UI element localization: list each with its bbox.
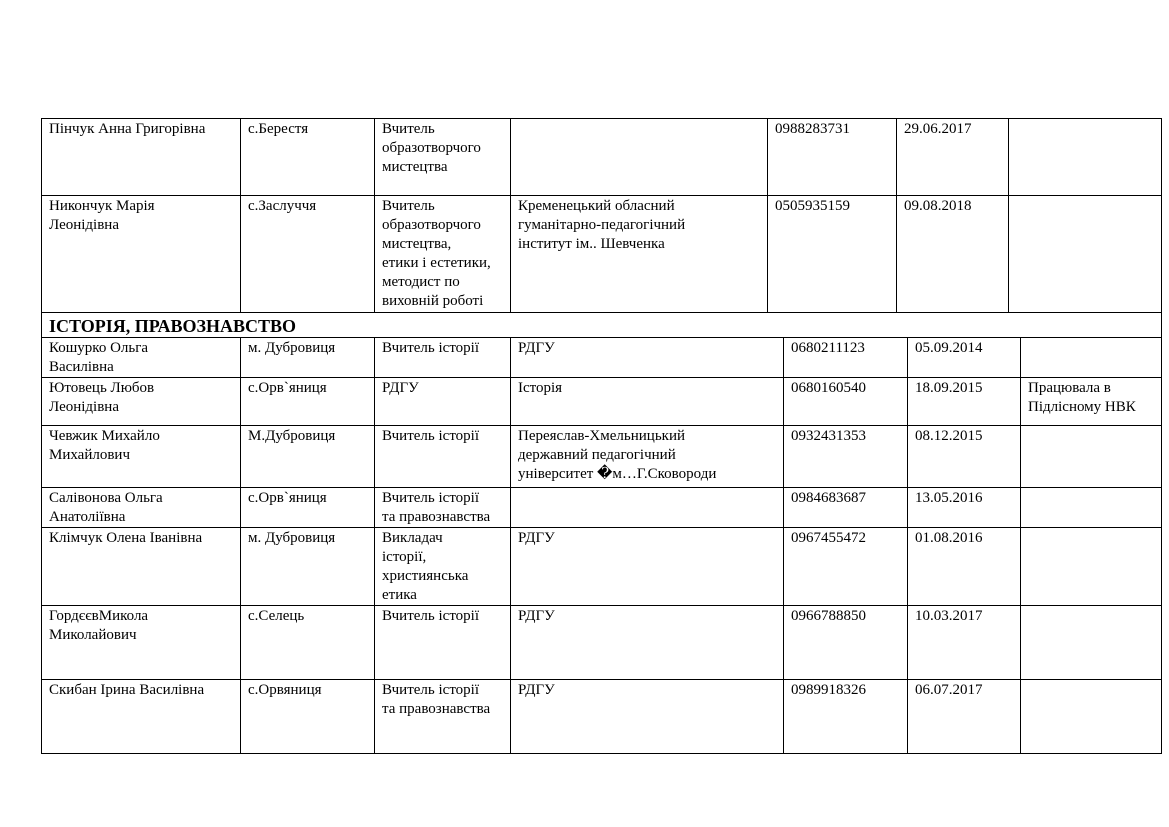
cell-education <box>511 528 784 606</box>
cell-line: методист по <box>382 274 460 290</box>
cell-line: с.Селець <box>248 608 305 624</box>
cell-line: Підлісному НВК <box>1028 399 1136 415</box>
cell-line: Никончук Марія <box>49 198 155 214</box>
cell-line: 0680211123 <box>791 340 865 356</box>
cell-line: Леонідівна <box>49 399 119 415</box>
cell-line: Переяслав-Хмельницький <box>518 428 685 444</box>
cell-line: Вчитель історії <box>382 682 480 698</box>
cell-line: Вчитель історії <box>382 428 480 444</box>
cell-line: РДГУ <box>518 682 555 698</box>
cell-village <box>241 378 375 426</box>
cell-name <box>42 488 241 528</box>
cell-line: Вчитель історії <box>382 340 480 356</box>
cell-position <box>375 196 511 313</box>
cell-date <box>897 119 1009 196</box>
cell-date <box>908 378 1021 426</box>
cell-note <box>1021 606 1162 680</box>
cell-line: Вчитель історії <box>382 490 480 506</box>
cell-village <box>241 488 375 528</box>
cell-village <box>241 528 375 606</box>
cell-name <box>42 119 241 196</box>
cell-position <box>375 680 511 754</box>
cell-line: історії, <box>382 549 427 565</box>
cell-line: 0680160540 <box>791 380 866 396</box>
section-title: ІСТОРІЯ, ПРАВОЗНАВСТВО <box>42 313 1162 338</box>
cell-line: етика <box>382 587 417 603</box>
cell-note <box>1021 680 1162 754</box>
cell-name <box>42 338 241 378</box>
cell-education <box>511 378 784 426</box>
table-row <box>42 426 1162 488</box>
table-row <box>42 488 1162 528</box>
cell-line: 0966788850 <box>791 608 866 624</box>
cell-education <box>511 606 784 680</box>
cell-line: РДГУ <box>518 608 555 624</box>
cell-education <box>511 426 784 488</box>
cell-note <box>1021 488 1162 528</box>
cell-name <box>42 528 241 606</box>
cell-village <box>241 196 375 313</box>
cell-line: Михайлович <box>49 447 130 463</box>
cell-line: та правознавства <box>382 701 491 717</box>
cell-village <box>241 338 375 378</box>
cell-position <box>375 378 511 426</box>
cell-position <box>375 606 511 680</box>
cell-line: виховній роботі <box>382 293 484 309</box>
cell-line: 0988283731 <box>775 121 850 137</box>
cell-date <box>897 196 1009 313</box>
cell-line: м. Дубровиця <box>248 340 336 356</box>
cell-line: Кременецький обласний <box>518 198 675 214</box>
cell-line: Історія <box>518 380 563 396</box>
cell-note <box>1021 528 1162 606</box>
cell-line: 06.07.2017 <box>915 682 983 698</box>
cell-line: Пінчук Анна Григорівна <box>49 121 206 137</box>
cell-name <box>42 196 241 313</box>
cell-line: м. Дубровиця <box>248 530 336 546</box>
cell-education <box>511 680 784 754</box>
cell-line: мистецтва <box>382 159 448 175</box>
cell-position <box>375 528 511 606</box>
cell-line: ГордєєвМикола <box>49 608 149 624</box>
cell-name <box>42 680 241 754</box>
cell-date <box>908 338 1021 378</box>
cell-line: Анатоліївна <box>49 509 126 525</box>
cell-line: 29.06.2017 <box>904 121 972 137</box>
cell-line: Вчитель <box>382 121 435 137</box>
cell-line: 0505935159 <box>775 198 850 214</box>
cell-phone <box>784 488 908 528</box>
cell-phone <box>784 606 908 680</box>
cell-line: 0989918326 <box>791 682 866 698</box>
cell-note <box>1021 338 1162 378</box>
cell-line: с.Орвяниця <box>248 682 322 698</box>
cell-phone <box>768 196 897 313</box>
cell-position <box>375 488 511 528</box>
cell-line: 18.09.2015 <box>915 380 983 396</box>
table-row <box>42 528 1162 606</box>
cell-education <box>511 196 768 313</box>
cell-position <box>375 426 511 488</box>
table-row <box>42 378 1162 426</box>
cell-line: Миколайович <box>49 627 137 643</box>
cell-village <box>241 119 375 196</box>
cell-line: М.Дубровиця <box>248 428 336 444</box>
cell-line: християнська <box>382 568 469 584</box>
cell-name <box>42 378 241 426</box>
cell-note <box>1021 378 1162 426</box>
cell-note <box>1009 119 1162 196</box>
cell-line: с.Орв`яниця <box>248 380 327 396</box>
cell-position <box>375 338 511 378</box>
cell-line: державний педагогічний <box>518 447 676 463</box>
cell-line: образотворчого <box>382 140 481 156</box>
cell-position <box>375 119 511 196</box>
cell-phone <box>784 338 908 378</box>
table-row <box>42 680 1162 754</box>
cell-line: РДГУ <box>518 530 555 546</box>
cell-line: 0967455472 <box>791 530 866 546</box>
cell-phone <box>784 528 908 606</box>
cell-line: університет �м…Г.Сковороди <box>518 466 717 482</box>
cell-line: 01.08.2016 <box>915 530 983 546</box>
cell-village <box>241 680 375 754</box>
cell-line: та правознавства <box>382 509 491 525</box>
cell-village <box>241 426 375 488</box>
cell-line: Леонідівна <box>49 217 119 233</box>
cell-line: Ютовець Любов <box>49 380 155 396</box>
cell-name <box>42 426 241 488</box>
cell-line: образотворчого <box>382 217 481 233</box>
cell-note <box>1021 426 1162 488</box>
cell-line: 05.09.2014 <box>915 340 983 356</box>
cell-line: мистецтва, <box>382 236 452 252</box>
cell-line: етики і естетики, <box>382 255 491 271</box>
cell-note <box>1009 196 1162 313</box>
cell-line: 0984683687 <box>791 490 866 506</box>
cell-date <box>908 606 1021 680</box>
staff-table-history <box>41 337 1162 754</box>
cell-line: Василівна <box>49 359 114 375</box>
cell-line: РДГУ <box>382 380 419 396</box>
cell-line: інститут ім.. Шевченка <box>518 236 665 252</box>
cell-line: с.Заслуччя <box>248 198 317 214</box>
cell-line: 13.05.2016 <box>915 490 983 506</box>
cell-line: Працювала в <box>1028 380 1111 396</box>
cell-education <box>511 338 784 378</box>
cell-line: Клімчук Олена Іванівна <box>49 530 203 546</box>
cell-line: Вчитель історії <box>382 608 480 624</box>
section-row <box>42 313 1162 338</box>
cell-date <box>908 528 1021 606</box>
cell-line: Скибан Ірина Василівна <box>49 682 205 698</box>
cell-line: с.Берестя <box>248 121 309 137</box>
cell-date <box>908 426 1021 488</box>
cell-phone <box>768 119 897 196</box>
staff-table-top <box>41 118 1162 338</box>
cell-line: Вчитель <box>382 198 435 214</box>
cell-line: РДГУ <box>518 340 555 356</box>
table-row <box>42 119 1162 196</box>
cell-line: 09.08.2018 <box>904 198 972 214</box>
table-row <box>42 338 1162 378</box>
table-row <box>42 196 1162 313</box>
cell-phone <box>784 378 908 426</box>
cell-phone <box>784 426 908 488</box>
cell-line: Кошурко Ольга <box>49 340 149 356</box>
cell-line: 08.12.2015 <box>915 428 983 444</box>
cell-education <box>511 119 768 196</box>
cell-name <box>42 606 241 680</box>
cell-line: гуманітарно-педагогічний <box>518 217 686 233</box>
cell-line: Салівонова Ольга <box>49 490 163 506</box>
cell-date <box>908 680 1021 754</box>
cell-line: с.Орв`яниця <box>248 490 327 506</box>
table-row <box>42 606 1162 680</box>
cell-education <box>511 488 784 528</box>
cell-line: 10.03.2017 <box>915 608 983 624</box>
cell-phone <box>784 680 908 754</box>
cell-village <box>241 606 375 680</box>
cell-line: Викладач <box>382 530 443 546</box>
cell-line: 0932431353 <box>791 428 866 444</box>
cell-date <box>908 488 1021 528</box>
cell-line: Чевжик Михайло <box>49 428 160 444</box>
